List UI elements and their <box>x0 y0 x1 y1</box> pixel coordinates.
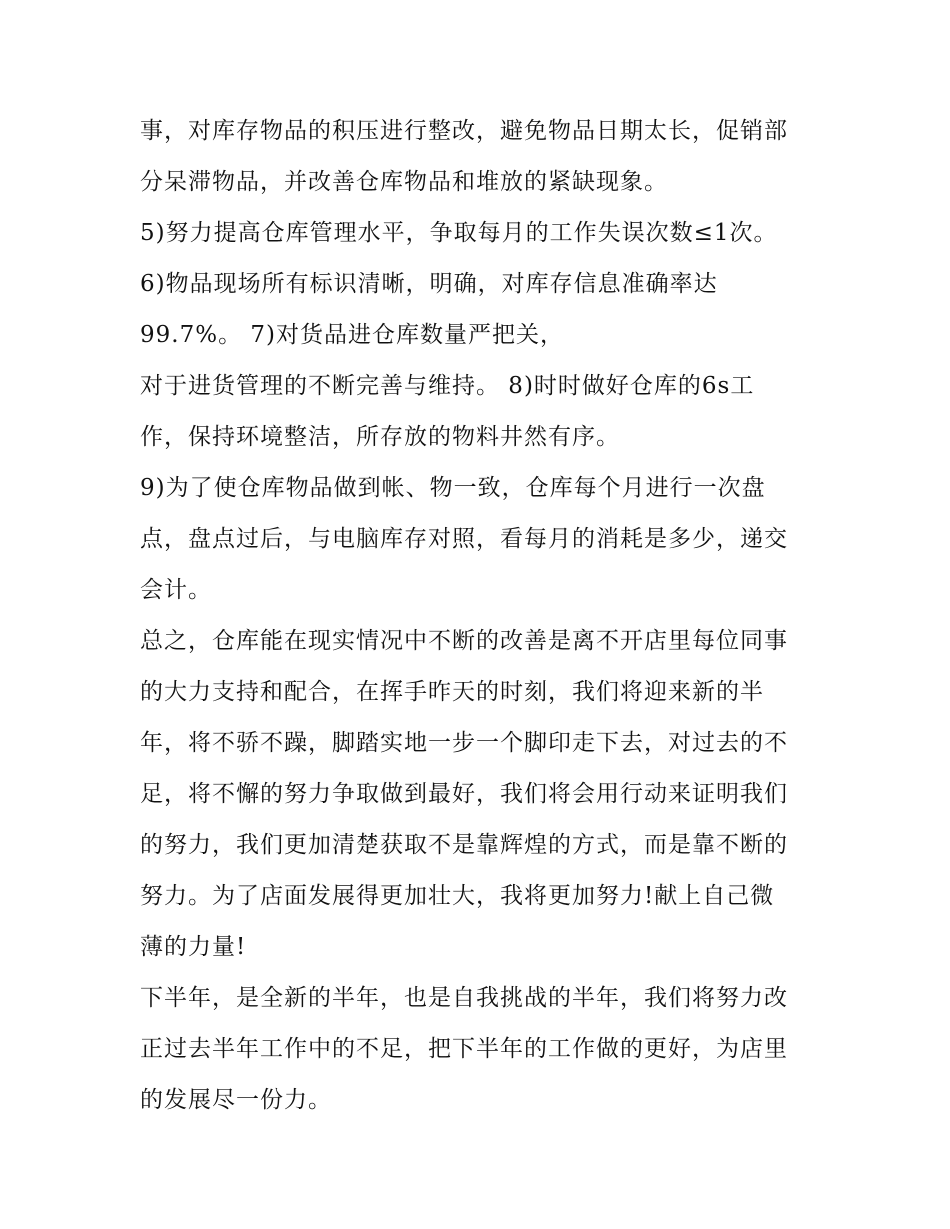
text-line: 5)努力提高仓库管理水平，争取每月的工作失误次数≤1次。 <box>140 220 778 246</box>
text-line: 作，保持环境整洁，所存放的物料井然有序。 <box>140 424 620 450</box>
text-line: 6)物品现场所有标识清晰，明确，对库存信息准确率达 <box>140 271 718 297</box>
text-line: 足，将不懈的努力争取做到最好，我们将会用行动来证明我们 <box>140 781 788 807</box>
text-line: 事，对库存物品的积压进行整改，避免物品日期太长，促销部 <box>140 118 788 144</box>
text-line: 99.7%。 7)对货品进仓库数量严把关， <box>140 322 564 348</box>
text-line: 会计。 <box>140 577 212 603</box>
text-line: 点，盘点过后，与电脑库存对照，看每月的消耗是多少，递交 <box>140 526 788 552</box>
document-body <box>140 106 830 1126</box>
text-line: 正过去半年工作中的不足，把下半年的工作做的更好，为店里 <box>140 1036 788 1062</box>
text-line: 对于进货管理的不断完善与维持。 8)时时做好仓库的6s工 <box>140 373 755 399</box>
text-line: 努力。为了店面发展得更加壮大，我将更加努力!献上自己微 <box>140 883 775 909</box>
text-line: 的努力，我们更加清楚获取不是靠辉煌的方式，而是靠不断的 <box>140 832 788 858</box>
text-line: 分呆滞物品，并改善仓库物品和堆放的紧缺现象。 <box>140 169 668 195</box>
text-line: 的发展尽一份力。 <box>140 1087 332 1113</box>
text-line: 年，将不骄不躁，脚踏实地一步一个脚印走下去，对过去的不 <box>140 730 788 756</box>
text-line: 薄的力量! <box>140 934 247 960</box>
text-line: 总之，仓库能在现实情况中不断的改善是离不开店里每位同事 <box>140 628 788 654</box>
text-line: 的大力支持和配合，在挥手昨天的时刻，我们将迎来新的半 <box>140 679 764 705</box>
text-line: 9)为了使仓库物品做到帐、物一致，仓库每个月进行一次盘 <box>140 475 766 501</box>
text-line: 下半年，是全新的半年，也是自我挑战的半年，我们将努力改 <box>140 985 788 1011</box>
